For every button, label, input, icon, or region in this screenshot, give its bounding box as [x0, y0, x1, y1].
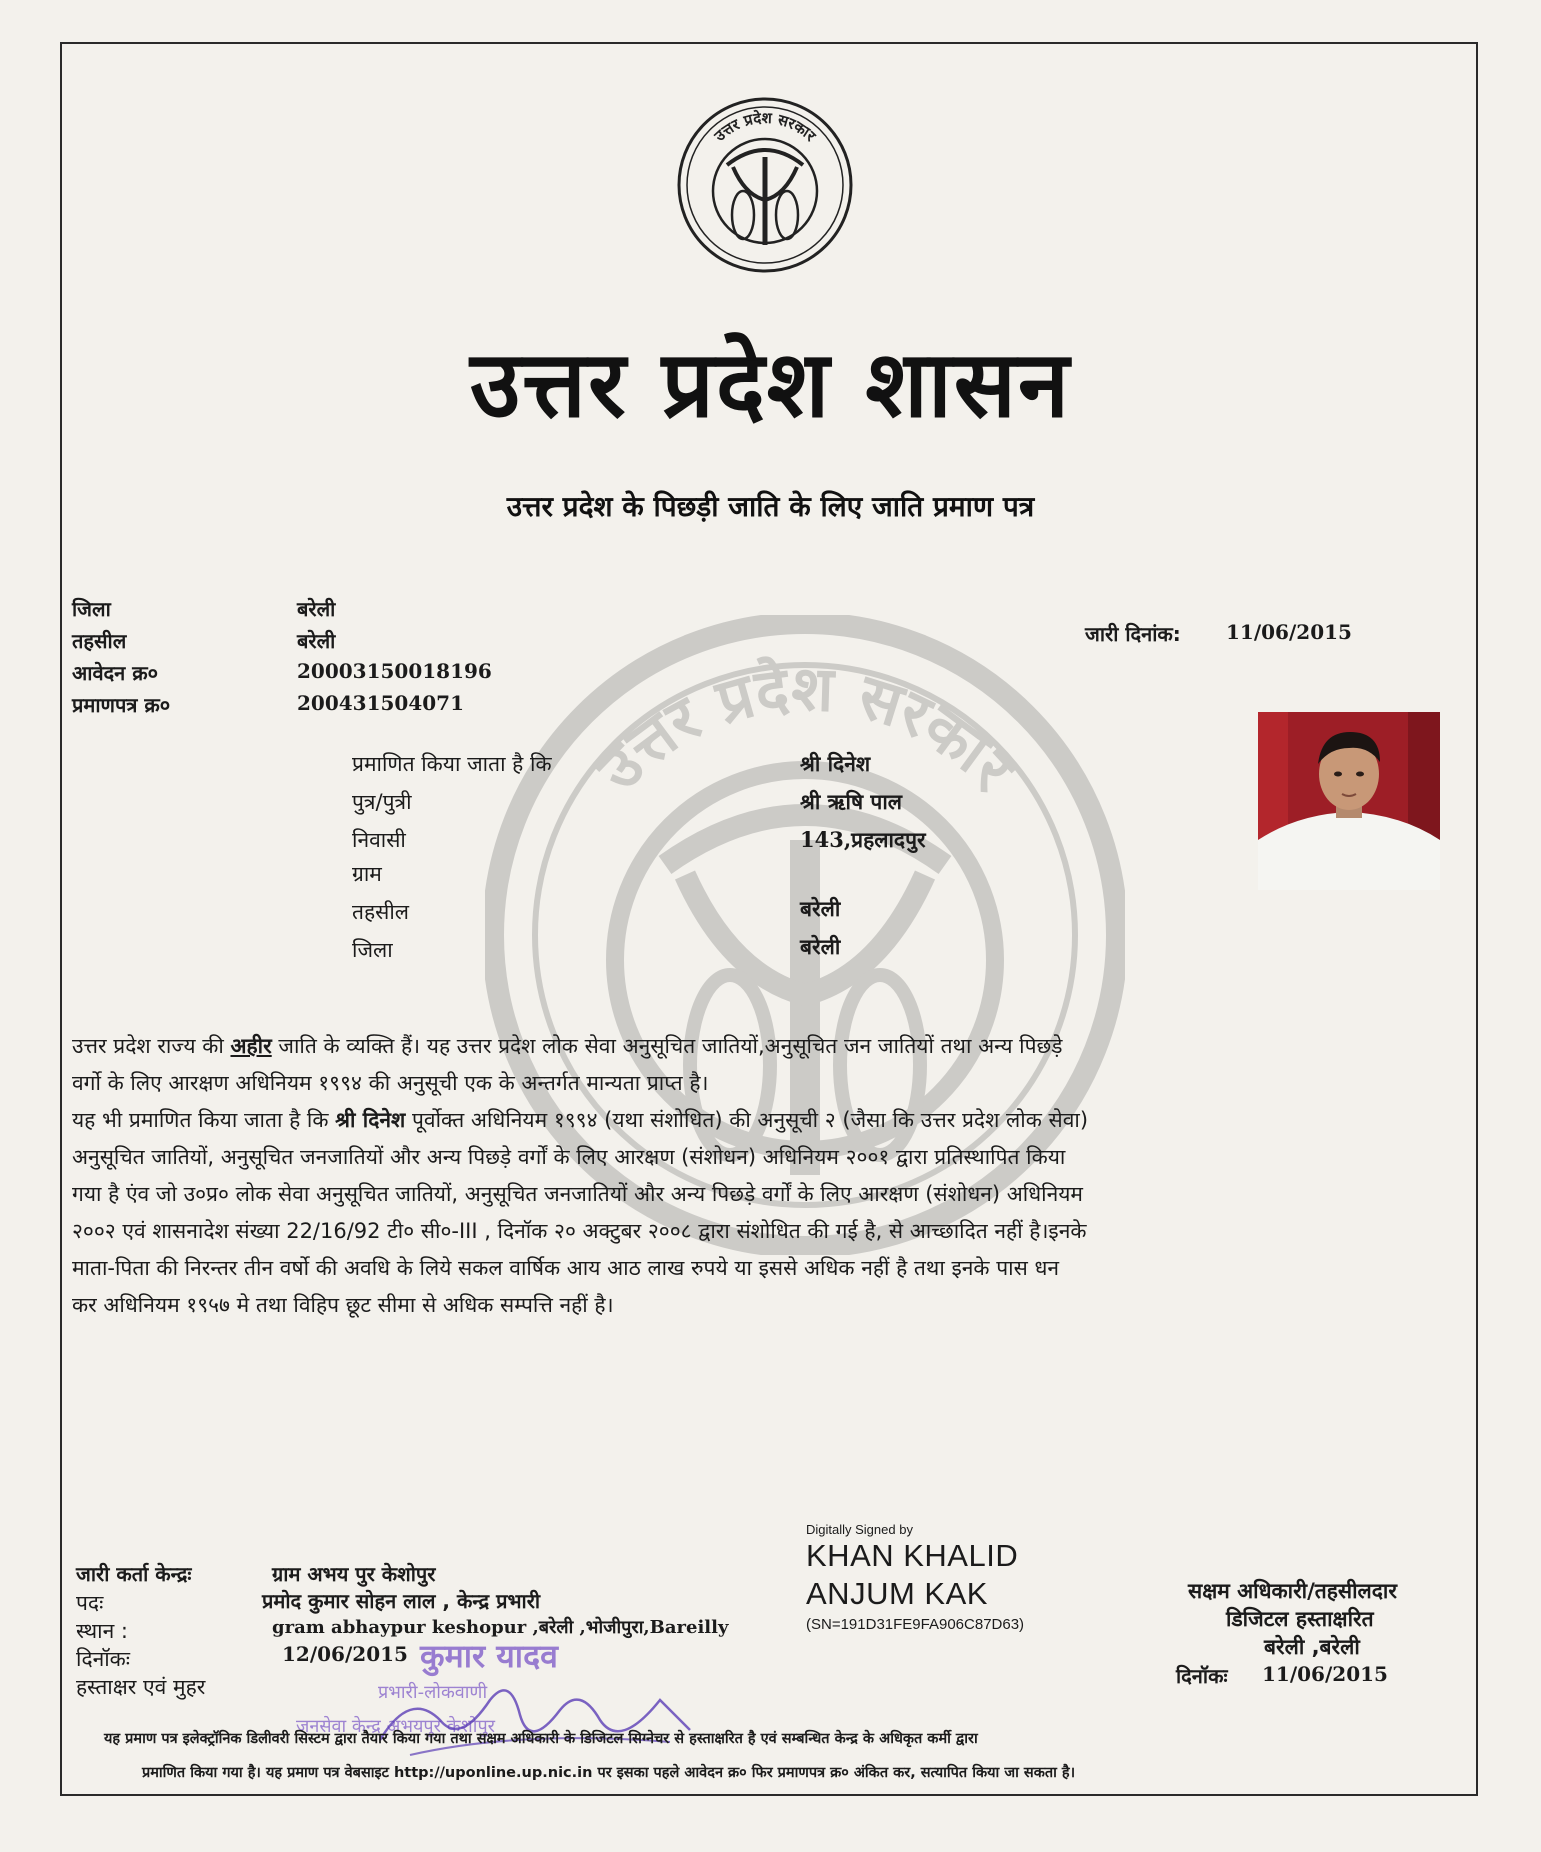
issuer-date-value: 12/06/2015	[282, 1642, 408, 1666]
body-line-3	[72, 1102, 1472, 1139]
seal-emblem-text: उत्तर प्रदेश सरकार	[710, 108, 820, 145]
authority-date-label: दिनॉकः	[1176, 1664, 1228, 1688]
body-line-4: अनुसूचित जातियों, अनुसूचित जनजातियों और अन्य पिछड़े वर्गों के लिए आरक्षण (संशोधन) अधिनियम २००१ द्वारा प्रतिस्थापित किया	[72, 1145, 1066, 1169]
authority-title: सक्षम अधिकारी/तहसीलदार	[1188, 1579, 1397, 1603]
signature-seal-label: हस्ताक्षर एवं मुहर	[76, 1675, 206, 1699]
signature-serial: (SN=191D31FE9FA906C87D63)	[806, 1616, 1025, 1633]
handwritten-signature-icon	[370, 1660, 700, 1770]
village-label: ग्राम	[352, 862, 382, 886]
application-no-label: आवेदन क्र०	[72, 661, 159, 685]
digitally-signed-caption: Digitally Signed by	[806, 1522, 913, 1537]
body-line-6: २००२ एवं शासनादेश संख्या 22/16/92 टी० सी०-III , दिनॉक २० अक्टुबर २००८ द्वारा संशोधित की गई है, से आच्छादित नहीं है।इनके	[72, 1219, 1087, 1243]
stamp-centre: जनसेवा केन्द्र अभयपुर केशोपुर	[296, 1716, 496, 1737]
place-label: स्थान :	[76, 1619, 129, 1643]
certificate-no-value: 200431504071	[297, 691, 464, 715]
issuer-date-label: दिनॉकः	[76, 1647, 131, 1671]
certify-label: प्रमाणित किया जाता है कि	[352, 752, 552, 776]
resident-value: 143,प्रहलादपुर	[800, 827, 926, 852]
signer-name-line-1: KHAN KHALID	[806, 1538, 1019, 1573]
body-line-7: माता-पिता की निरन्तर तीन वर्षो की अवधि के लिये सकल वार्षिक आय आठ लाख रुपये या इससे अधिक नहीं है तथा इनके पास धन	[72, 1256, 1060, 1280]
body-line-5: गया है एंव जो उ०प्र० लोक सेवा अनुसूचित जातियों, अनुसूचित जनजातियों और अन्य पिछड़े वर्गों के लिए आरक्षण (संशोधन) अधिनियम	[72, 1182, 1083, 1206]
row-tehsil-label: तहसील	[352, 900, 409, 924]
applicant-photo	[1258, 712, 1440, 890]
holder-name: श्री दिनेश	[800, 752, 871, 776]
body-line-3-pre: यह भी प्रमाणित किया जाता है कि	[72, 1108, 336, 1132]
authority-place: बरेली ,बरेली	[1264, 1635, 1360, 1659]
issuing-centre-value: ग्राम अभय पुर केशोपुर	[272, 1562, 436, 1586]
body-line-1-pre: उत्तर प्रदेश राज्य की	[72, 1034, 231, 1058]
up-government-seal-icon	[675, 95, 855, 275]
issuing-centre-label: जारी कर्ता केन्द्रः	[76, 1562, 192, 1586]
certificate-title: उत्तर प्रदेश शासन	[469, 331, 1072, 438]
place-value: gram abhaypur keshopur ,बरेली ,भोजीपुरा,Bareilly	[272, 1617, 729, 1638]
designation-label: पदः	[76, 1591, 104, 1615]
stamp-name: कुमार यादव	[420, 1637, 558, 1675]
caste-name: अहीर	[230, 1034, 272, 1058]
row-district-value: बरेली	[800, 935, 841, 959]
resident-label: निवासी	[352, 828, 406, 852]
application-no-value: 20003150018196	[297, 659, 492, 683]
authority-digital: डिजिटल हस्ताक्षरित	[1226, 1607, 1374, 1631]
issue-date-label: जारी दिनांक:	[1085, 622, 1181, 646]
body-line-1	[72, 1028, 1472, 1065]
designation-value: प्रमोद कुमार सोहन लाल , केन्द्र प्रभारी	[262, 1589, 541, 1613]
certificate-subtitle: उत्तर प्रदेश के पिछड़ी जाति के लिए जाति प्रमाण पत्र	[506, 490, 1035, 523]
stamp-designation: प्रभारी-लोकवाणी	[378, 1682, 488, 1703]
tehsil-value: बरेली	[297, 629, 336, 653]
row-district-label: जिला	[352, 938, 393, 962]
row-tehsil-value: बरेली	[800, 897, 841, 921]
authority-date-value: 11/06/2015	[1262, 1662, 1388, 1686]
parent-label: पुत्र/पुत्री	[352, 790, 412, 814]
certificate-body	[72, 1028, 1472, 1324]
tehsil-label: तहसील	[72, 629, 127, 653]
issue-date-value: 11/06/2015	[1226, 620, 1352, 644]
district-label: जिला	[72, 597, 111, 621]
signer-name-line-2: ANJUM KAK	[806, 1576, 988, 1611]
body-line-1-post: जाति के व्यक्ति हैं। यह उत्तर प्रदेश लोक सेवा अनुसूचित जातियों,अनुसूचित जन जातियों तथा अन्य पिछड़े	[271, 1034, 1063, 1058]
body-line-2: वर्गो के लिए आरक्षण अधिनियम १९९४ की अनुसूची एक के अन्तर्गत मान्यता प्राप्त है।	[72, 1071, 709, 1095]
footer-note-line-2: प्रमाणित किया गया है। यह प्रमाण पत्र वेबसाइट http://uponline.up.nic.in पर इसका पहले आवेदन क्र० फिर प्रमाणपत्र क्र० अंकित कर, सत्यापित किया जा सकता है।	[142, 1765, 1076, 1781]
district-value: बरेली	[297, 597, 336, 621]
body-holder-name: श्री दिनेश	[335, 1108, 406, 1132]
watermark-emblem-text: उत्तर प्रदेश सरकार	[582, 651, 1029, 805]
footer-note-line-1: यह प्रमाण पत्र इलेक्ट्रॉनिक डिलीवरी सिस्टम द्वारा तैयार किया गया तथा सक्षम अधिकारी के डिजिटल सिग्नेचर से हस्ताक्षरित है एवं सम्बन्धित केन्द्र के अधिकृत कर्मी द्वारा	[104, 1731, 978, 1747]
body-line-8: कर अधिनियम १९५७ मे तथा विहिप छूट सीमा से अधिक सम्पत्ति नहीं है।	[72, 1293, 614, 1317]
body-line-3-post: पूर्वोक्त अधिनियम १९९४ (यथा संशोधित) की अनुसूची २ (जैसा कि उत्तर प्रदेश लोक सेवा)	[405, 1108, 1089, 1132]
certificate-no-label: प्रमाणपत्र क्र०	[72, 693, 171, 717]
parent-name: श्री ऋषि पाल	[800, 790, 903, 814]
applicant-portrait-icon	[1258, 712, 1440, 890]
